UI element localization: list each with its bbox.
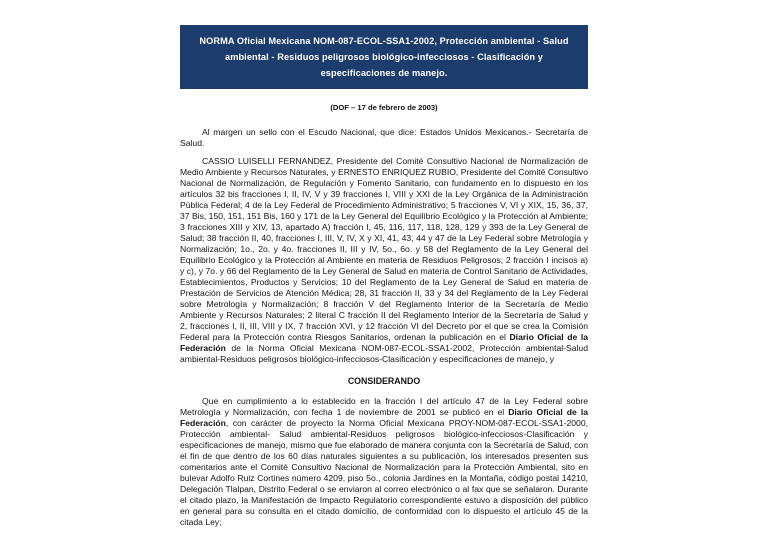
text-segment: CASSIO LUISELLI FERNANDEZ, Presidente del Comité Consultivo Nacional de Normalización de Medio Ambiente y Recursos Naturales, y ERNESTO ENRIQUEZ RUBIO, Presidente del Comité Consultivo Nacional de Normalización, de Regulación y Fomento Sanitario, con fundamento en lo dispuesto en los artículos 32 bis fracciones I, II, IV, V y 39 fracciones I, VIII y XXI de la Ley Orgánica de la Administración Pública Federal; 4 de la Ley Federal de Procedimiento Administrativo; 5 fracciones V, VI y XIX, 15, 36, 37, 37 Bis, 150, 151, 151 Bis, 160 y 171 de la Ley General del Equilibrio Ecológico y la Protección al Ambiente; 3 fracciones XIII y XIV, 13, apartado A) fracción I, 45, 116, 117, 118, 128, 129 y 393 de la Ley General de Salud; 38 fracción II, 40, fracciones I, III, V, IV, X y XI, 41, 43, 44 y 47 de la Ley Federal sobre Metrología y Normalización; 1o., 2o. y 4o. fracciones II, III y IV, 5o., 6o. y 58 del Reglamento de la Ley General del Equilibrio Ecológico y la Protección al Ambiente en materia de Residuos Peligrosos; 2 fracción I incisos a) y c), y 7o. y 66 del Reglamento de la Ley General de Salud en materia de Control Sanitario de Actividades, Establecimientos, Productos y Servicios; 10 del Reglamento de la Ley General de Salud en materia de Prestación de Servicios de Atención Médica; 28, 31 fracción II, 33 y 34 del Reglamento de la Ley Federal sobre Metrología y Normalización; 8 fracción V del Reglamento Interior de la Secretaría de Medio Ambiente y Recursos Naturales; 2 literal C fracción II del Reglamento Interior de la Secretaría de Salud y 2, fracciones I, II, III, VIII y IX, 7 fracción XVI, y 12 fracción VI del Decreto por el que se crea la Comisión Federal para la Protección contra Riesgos Sanitarios, ordenan la publicación en el (180, 156, 588, 343)
legal-basis-paragraph (180, 156, 588, 365)
document-content-column (180, 0, 588, 528)
margin-seal-paragraph (180, 127, 588, 149)
bold-text-segment: Diario Oficial de la Federación (180, 332, 588, 354)
document-body (180, 127, 588, 528)
considerando-paragraph (180, 396, 588, 528)
considerando-heading (180, 376, 588, 387)
bold-text-segment: CONSIDERANDO (347, 376, 421, 387)
text-segment: Que en cumplimiento a lo establecido en la fracción I del artículo 47 de la Ley Federal sobre Metrología y Normalización, con fecha 1 de noviembre de 2001 se publicó en el (180, 396, 588, 418)
norma-title-banner (180, 25, 588, 89)
text-segment: , con carácter de proyecto la Norma Oficial Mexicana PROY-NOM-087-ECOL-SSA1-2000, Protección ambiental- Salud ambiental-Residuos peligrosos biológico-infecciosos-Clasificación y especificaciones de manejo, mismo que fue elaborado de manera conjunta con la Secretaría de Salud, con el fin de que dentro de los 60 días naturales siguientes a su publicación, los interesados presenten sus comentarios ante el Comité Consultivo Nacional de Normalización para la Protección Ambiental, sito en bulevar Adolfo Ruiz Cortines número 4209, piso 5o., colonia Jardines en la Montaña, código postal 14210, Delegación Tlalpan, Distrito Federal o se enviaron al correo electrónico o al fax que se señalaron. Durante el citado plazo, la Manifestación de Impacto Regulatorio correspondiente estuvo a disposición del público en general para su consulta en el citado domicilio, de conformidad con lo dispuesto el artículo 45 de la citada Ley; (180, 418, 588, 528)
text-segment: Al margen un sello con el Escudo Nacional, que dice: Estados Unidos Mexicanos.- Secretaría de Salud. (180, 127, 588, 149)
bold-text-segment: Diario Oficial de la Federación (180, 407, 588, 429)
norma-title-text: NORMA Oficial Mexicana NOM-087-ECOL-SSA1-2002, Protección ambiental - Salud ambiental - Residuos peligrosos biológico-infecciosos - Clasificación y especificaciones de manejo. (199, 36, 569, 79)
dof-date-line: (DOF – 17 de febrero de 2003) (330, 103, 438, 113)
text-segment: de la Norma Oficial Mexicana NOM-087-ECOL-SSA1-2002, Protección ambiental-Salud ambiental-Residuos peligrosos biológico-infecciosos-Clasificación y especificaciones de manejo, y (180, 343, 588, 365)
